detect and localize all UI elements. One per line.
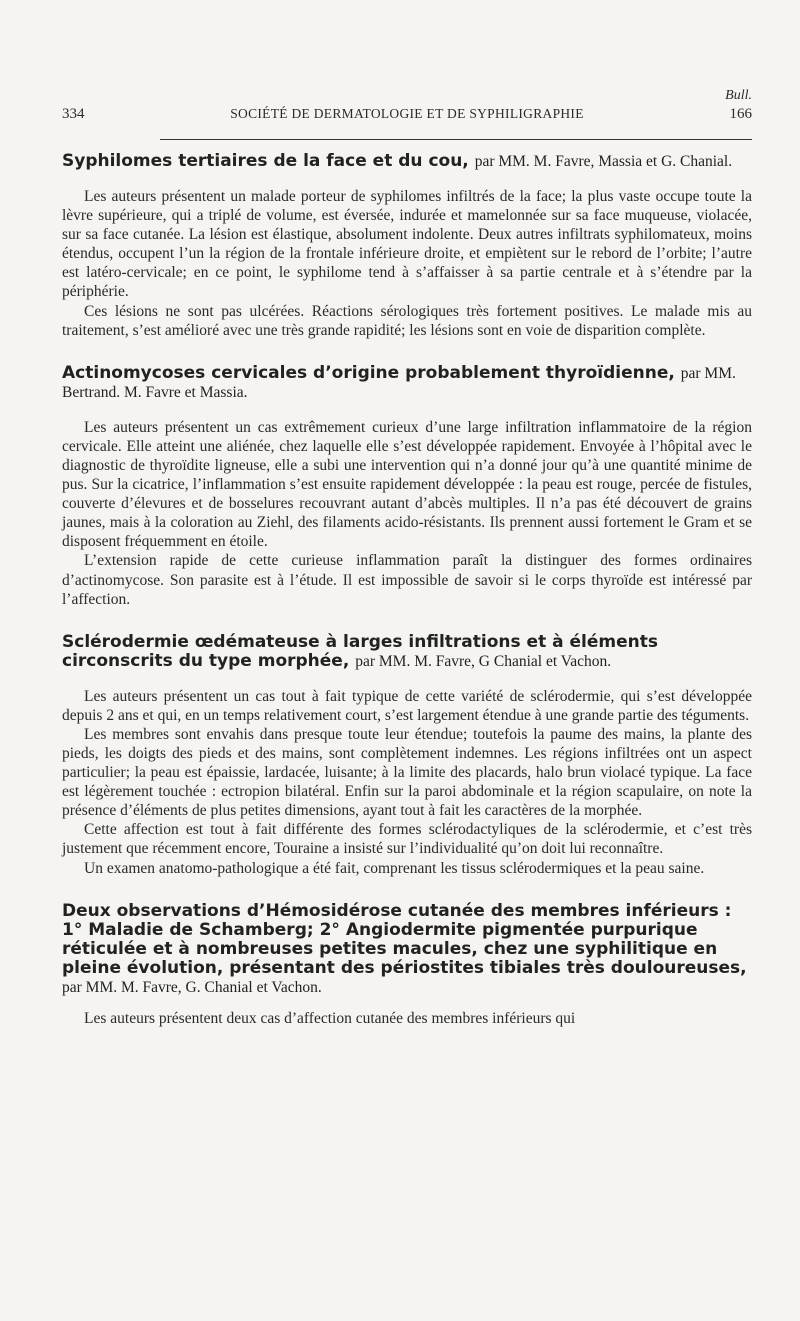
article-paragraph: Cette affection est tout à fait différente des formes sclérodactyliques de la sclérodermie, et c’est très justement que récemment encore, Touraine a insisté sur l’individualité qu’on doit lui reconnaître. [62, 821, 752, 858]
issue-number: 166 [729, 106, 752, 122]
article [62, 633, 752, 878]
article [62, 364, 752, 609]
article-authors: par MM. M. Favre, Massia et G. Chanial. [474, 153, 733, 170]
article-title-text: Sclérodermie œdémateuse à larges infiltrations et à éléments circonscrits du type morphée, [62, 631, 658, 671]
article-authors: par MM. M. Favre, G Chanial et Vachon. [355, 652, 612, 670]
article-paragraph: Les auteurs présentent un malade porteur de syphilomes infiltrés de la face; la plus vaste occupe toute la lèvre supérieure, qui a triplé de volume, est éversée, indurée et mamelonnée sur sa face muqueuse, violacée, sur sa face cutanée. La lésion est élastique, absolument indolente. Deux autres infiltrats syphilomateux, moins étendus, occupent l’un la région de la frontale inférieure droite, et empiètent sur le rebord de l’orbite; l’autre est latéro-cervicale; en ce point, le syphilome tend à s’affaisser à sa partie centrale et à s’étendre par la périphérie. [62, 188, 752, 301]
page-number: 334 [62, 106, 85, 122]
article-title [62, 902, 752, 997]
article [62, 902, 752, 1028]
page-content [62, 152, 752, 1052]
article-paragraph: Les auteurs présentent un cas extrêmement curieux d’une large infiltration inflammatoire de la région cervicale. Elle atteint une aliénée, chez laquelle elle s’est développée rapidement. Envoyée à l’hôpital avec le diagnostic de thyroïdite ligneuse, elle a subi une intervention qui n’a donné jour qu’à une quantité minime de pus. Sur la cicatrice, l’inflammation s’est ensuite rapidement développée : la peau est rouge, percée de fistules, couverte d’élevures et de bosselures recouvrant autant d’abcès multiples. Il n’a pas été découvert de grains jaunes, mais à la coloration au Ziehl, des filaments acido-résistants. Ils prennent aussi fortement le Gram et se disposent fréquemment en étoile. [62, 418, 752, 551]
article-paragraph: L’extension rapide de cette curieuse inflammation paraît la distinguer des formes ordinaires d’actinomycose. Son parasite est à l’étude. Il est impossible de savoir si le corps thyroïde est intéressé par l’affection. [62, 552, 752, 608]
article-title-text: Syphilomes tertiaires de la face et du cou, [62, 151, 469, 171]
bull-label: Bull. [725, 88, 752, 103]
running-title: SOCIÉTÉ DE DERMATOLOGIE ET DE SYPHILIGRAPHIE [230, 106, 584, 121]
article-paragraph: Ces lésions ne sont pas ulcérées. Réactions sérologiques très fortement positives. Le malade mis au traitement, s’est amélioré avec une très grande rapidité; les lésions sont en voie de disparition complète. [62, 302, 752, 339]
article [62, 152, 752, 340]
header-rule [160, 139, 752, 140]
article-title [62, 152, 752, 171]
running-header [62, 106, 752, 123]
article-title-text: Actinomycoses cervicales d’origine probablement thyroïdienne, [62, 362, 675, 383]
article-authors: par MM. M. Favre, G. Chanial et Vachon. [62, 978, 322, 996]
article-title [62, 364, 752, 402]
article-paragraph: Les auteurs présentent deux cas d’affection cutanée des membres inférieurs qui [84, 1009, 576, 1027]
article-title [62, 633, 752, 671]
article-authors: par MM. Bertrand. M. Favre et Massia. [62, 364, 736, 401]
article-paragraph: Les membres sont envahis dans presque toute leur étendue; toutefois la paume des mains, la plante des pieds, les doigts des pieds et des mains, sont complètement indemnes. Les régions infiltrées ont un aspect particulier; la peau est épaissie, lardacée, luisante; à la limite des placards, halo brun violacé typique. La face est légèrement touchée : ectropion bilatéral. Enfin sur la paroi abdominale et la région scapulaire, on note la présence d’éléments de plus petites dimensions, ayant tout à fait les caractères de la morphée. [62, 725, 752, 820]
article-paragraph: Un examen anatomo-pathologique a été fait, comprenant les tissus sclérodermiques et la peau saine. [84, 859, 705, 877]
article-paragraph: Les auteurs présentent un cas tout à fait typique de cette variété de sclérodermie, qui s’est développée depuis 2 ans et qui, en un temps relativement court, s’est largement étendue à une grande partie des téguments. [62, 687, 752, 724]
article-title-text: Deux observations d’Hémosidérose cutanée des membres inférieurs : 1° Maladie de Schamberg; 2° Angiodermite pigmentée purpurique réticulée et à nombreuses petites macules, chez une syphilitique en pleine évolution, présentant des périostites tibiales très douloureuses, [62, 900, 747, 978]
